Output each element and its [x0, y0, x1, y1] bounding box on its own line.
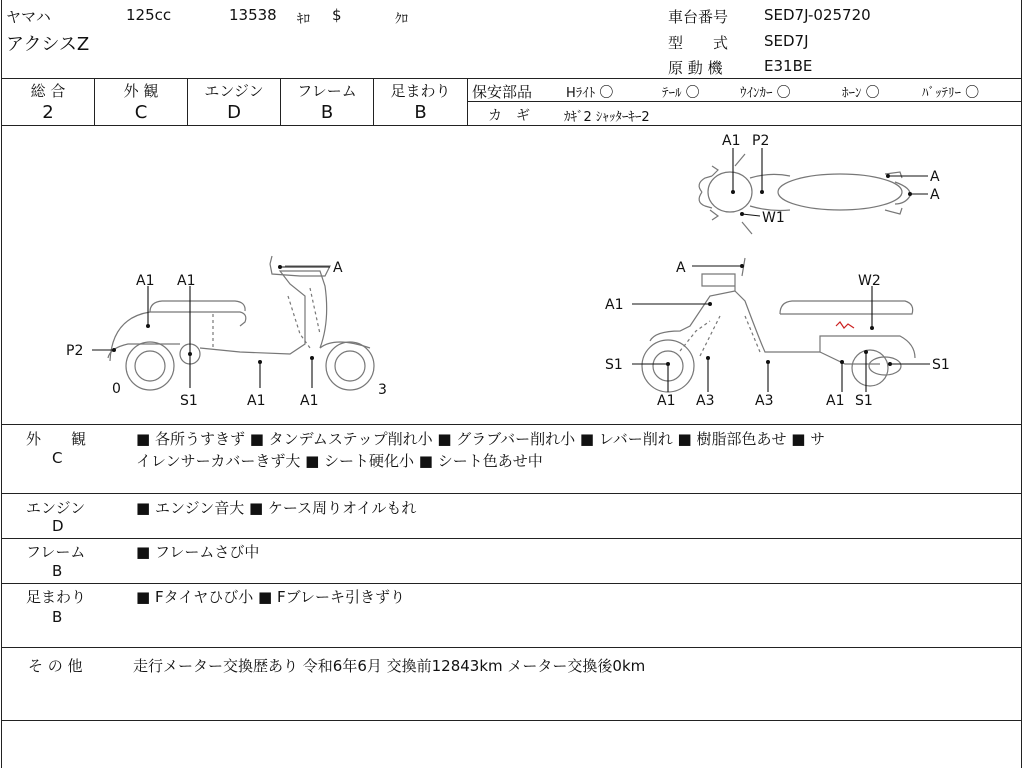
note-other-label: そ の 他	[28, 657, 83, 675]
headlight-ok-mark: 〇	[599, 85, 614, 101]
type-label: 型 式	[668, 34, 729, 52]
model-name: アクシスZ	[6, 34, 90, 55]
key-label: カ ギ	[488, 108, 530, 124]
right-label-w2: W2	[858, 273, 881, 289]
right-label-a1: A1	[605, 297, 624, 313]
engine-value: E31BE	[764, 57, 813, 75]
engine-label: 原 動 機	[668, 59, 723, 77]
key-value: ｶｷﾞ2 ｼｬｯﾀｰｷｰ2	[564, 110, 650, 125]
left-label-s1: S1	[180, 393, 198, 409]
note-suspension-grade: B	[52, 608, 63, 626]
left-label-a1-4: A1	[300, 393, 319, 409]
grade-suspension-label: 足まわり	[390, 82, 451, 100]
color: ｸﾛ	[395, 12, 408, 27]
top-label-a-2: A	[930, 187, 940, 203]
grade-engine-label: エンジン	[204, 82, 264, 100]
note-engine-grade: D	[52, 517, 64, 535]
notes-line	[1, 720, 1022, 721]
grade-suspension-value: B	[414, 102, 427, 123]
frame-number-label: 車台番号	[668, 8, 729, 26]
winker-ok-mark: 〇	[776, 85, 791, 101]
note-frame-label: フレーム	[26, 543, 86, 561]
right-label-a: A	[676, 260, 686, 276]
battery-ok-mark: 〇	[965, 85, 980, 101]
notes-top-line	[1, 424, 1022, 425]
notes-line	[1, 647, 1022, 648]
maker: ヤマハ	[6, 8, 51, 26]
grade-overall-value: 2	[42, 102, 54, 123]
notes-line	[1, 583, 1022, 584]
left-label-p2: P2	[66, 343, 84, 359]
note-frame-grade: B	[52, 562, 63, 580]
note-suspension-line-1: ■ Fタイヤひび小 ■ Fブレーキ引きずり	[136, 588, 406, 606]
right-label-a1-3: A1	[826, 393, 845, 409]
top-label-p2: P2	[752, 133, 770, 149]
type-value: SED7J	[764, 32, 809, 50]
right-label-s1-3: S1	[855, 393, 873, 409]
left-label-a1-2: A1	[177, 273, 196, 289]
left-label-three: 3	[378, 382, 387, 398]
mileage: 13538	[229, 6, 277, 24]
left-label-a1-3: A1	[247, 393, 266, 409]
note-other-line-1: 走行メーター交換歴あり 令和6年6月 交換前12843km メーター交換後0km	[133, 657, 646, 675]
safety-headlight: Hﾗｲﾄ 〇	[566, 85, 614, 101]
notes-line	[1, 493, 1022, 494]
grade-top-line	[1, 78, 1022, 79]
right-label-a3-1: A3	[696, 393, 715, 409]
top-label-a-1: A	[930, 169, 940, 185]
displacement: 125cc	[126, 6, 172, 24]
left-label-a1-1: A1	[136, 273, 155, 289]
mileage-dollar: $	[332, 6, 342, 24]
note-exterior-line-2: イレンサーカバーきず大 ■ シート硬化小 ■ シート色あせ中	[136, 452, 543, 470]
notes-line	[1, 538, 1022, 539]
tail-ok-mark: 〇	[685, 85, 700, 101]
right-label-s1-2: S1	[932, 357, 950, 373]
note-suspension-label: 足まわり	[26, 588, 87, 606]
grade-overall-label: 総 合	[30, 82, 66, 100]
left-label-zero: 0	[112, 381, 121, 397]
top-label-w1: W1	[762, 210, 785, 226]
safety-tail: ﾃｰﾙ 〇	[662, 85, 700, 101]
note-exterior-label: 外 観	[26, 430, 87, 448]
note-engine-line-1: ■ エンジン音大 ■ ケース周りオイルもれ	[136, 499, 417, 517]
scooter-top-view	[699, 154, 910, 234]
note-frame-line-1: ■ フレームさび中	[136, 543, 260, 561]
grade-divider	[467, 78, 468, 125]
grade-exterior-value: C	[134, 102, 148, 123]
mileage-unit: ｷﾛ	[297, 12, 310, 27]
safety-winker: ｳｲﾝｶｰ 〇	[740, 85, 791, 101]
grade-frame-value: B	[320, 102, 334, 123]
note-exterior-line-1: ■ 各所うすきず ■ タンデムステップ削れ小 ■ グラブバー削れ小 ■ レバー削れ ■ 樹脂部色あせ ■ サ	[136, 430, 826, 448]
top-label-a1: A1	[722, 133, 741, 149]
right-label-a1-2: A1	[657, 393, 676, 409]
red-mark	[836, 322, 854, 328]
safety-battery: ﾊﾞｯﾃﾘｰ 〇	[922, 85, 980, 101]
grade-engine-value: D	[227, 102, 241, 123]
frame-number-value: SED7J-025720	[764, 6, 871, 24]
right-label-a3-2: A3	[755, 393, 774, 409]
safety-horn: ﾎｰﾝ 〇	[842, 85, 880, 101]
damage-diagram	[0, 126, 1024, 424]
left-label-a: A	[333, 260, 343, 276]
note-exterior-grade: C	[52, 449, 63, 467]
right-label-s1-1: S1	[605, 357, 623, 373]
grade-frame-label: フレーム	[297, 82, 357, 100]
grade-exterior-label: 外 観	[123, 82, 159, 100]
safety-label: 保安部品	[472, 83, 533, 101]
note-engine-label: エンジン	[26, 499, 86, 517]
horn-ok-mark: 〇	[865, 85, 880, 101]
